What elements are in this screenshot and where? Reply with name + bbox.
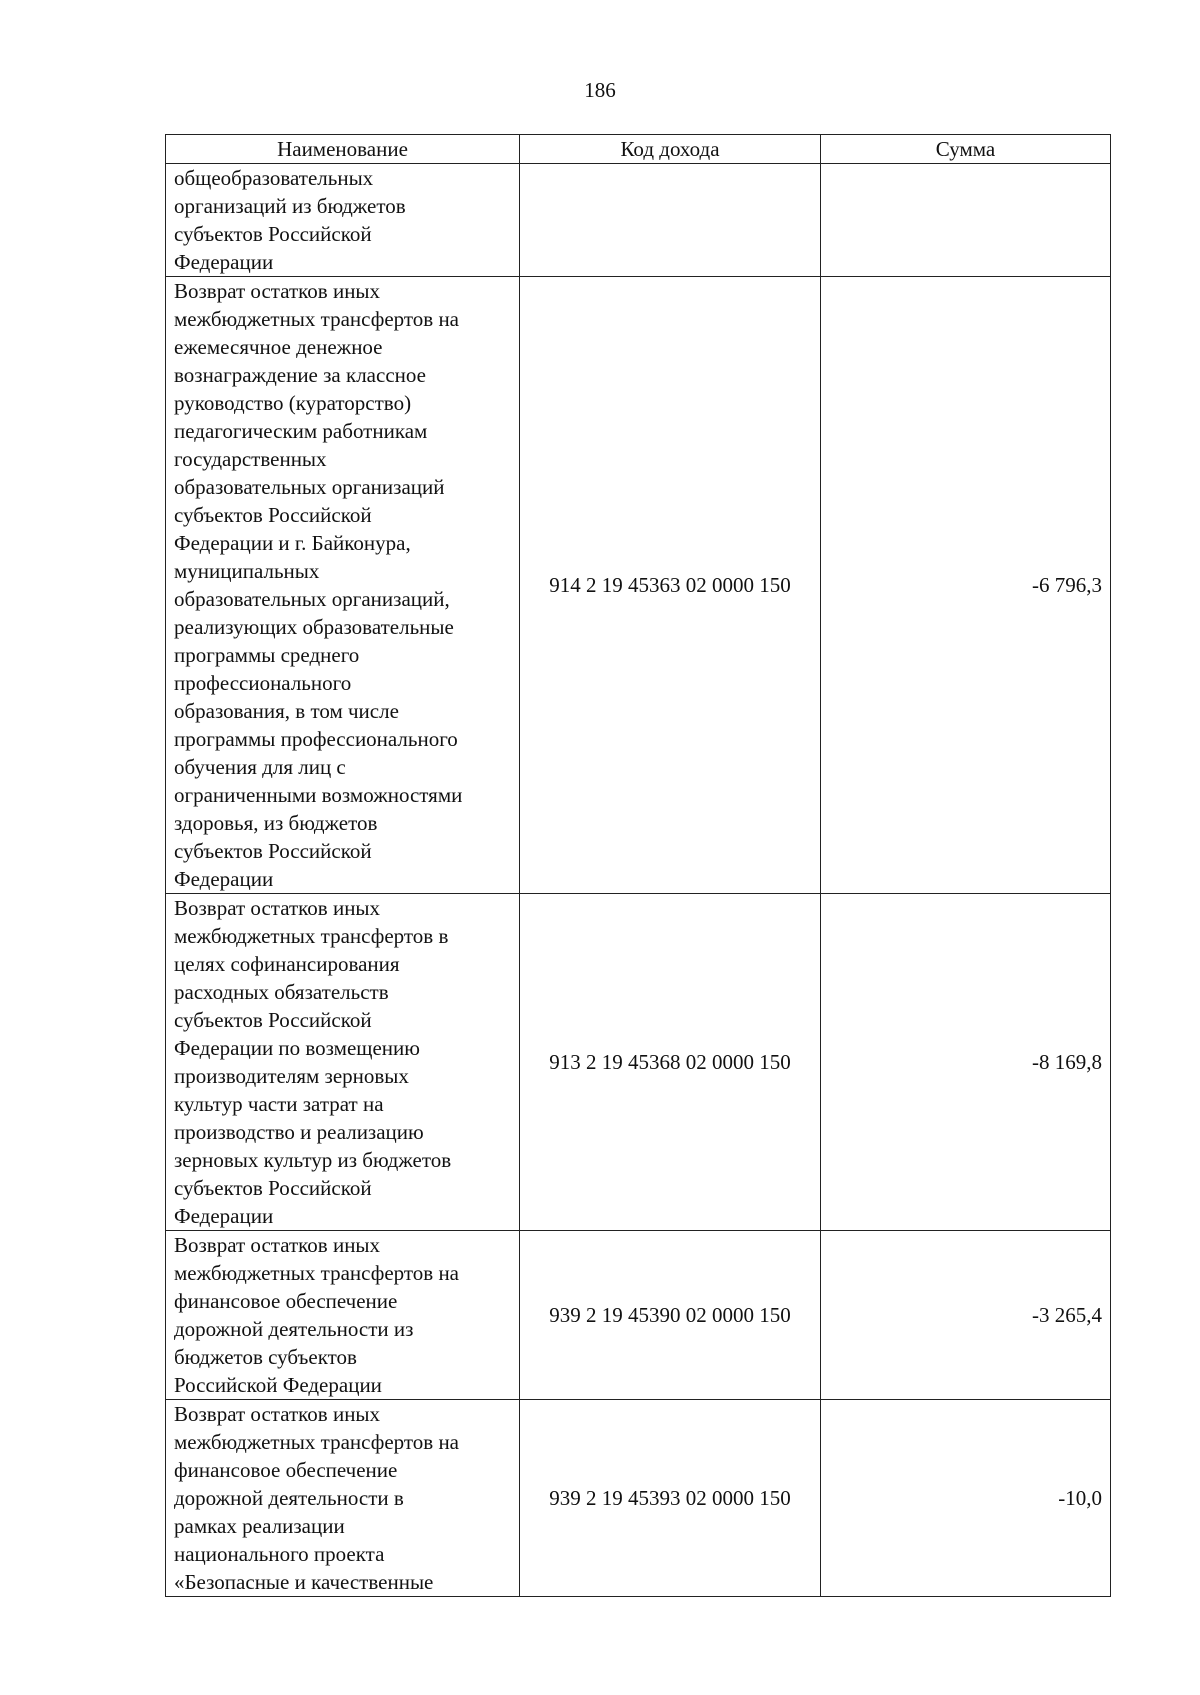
table-row bbox=[166, 164, 1111, 277]
table-row bbox=[166, 894, 1111, 1231]
revenue-table bbox=[165, 134, 1111, 1597]
page-number: 186 bbox=[584, 78, 616, 102]
row-sum: -10,0 bbox=[821, 1400, 1111, 1597]
row-name-cell bbox=[166, 1400, 520, 1597]
row-name: Возврат остатков иных межбюджетных трансфертов на финансовое обеспечение дорожной деятельности из бюджетов субъектов Российской Федерации bbox=[174, 1233, 460, 1397]
row-name-cell bbox=[166, 164, 520, 277]
row-code: 939 2 19 45390 02 0000 150 bbox=[520, 1231, 821, 1400]
row-sum: -3 265,4 bbox=[821, 1231, 1111, 1400]
row-sum: -8 169,8 bbox=[821, 894, 1111, 1231]
row-name-cell bbox=[166, 1231, 520, 1400]
row-name-cell bbox=[166, 894, 520, 1231]
table-row bbox=[166, 1231, 1111, 1400]
header-row bbox=[166, 135, 1111, 164]
row-name: Возврат остатков иных межбюджетных трансфертов в целях софинансирования расходных обязательств субъектов Российской Федерации по возмещению производителям зерновых культур части затрат на производство и реализацию зерновых культур из бюджетов субъектов Российской Федерации bbox=[174, 896, 452, 1228]
row-name: Возврат остатков иных межбюджетных трансфертов на финансовое обеспечение дорожной деятельности в рамках реализации национального проекта «Безопасные и качественные bbox=[174, 1402, 460, 1594]
header-name: Наименование bbox=[166, 135, 520, 164]
table-row bbox=[166, 1400, 1111, 1597]
row-code: 939 2 19 45393 02 0000 150 bbox=[520, 1400, 821, 1597]
row-name: общеобразовательных организаций из бюджетов субъектов Российской Федерации bbox=[174, 166, 406, 274]
row-sum: -6 796,3 bbox=[821, 277, 1111, 894]
row-code: 913 2 19 45368 02 0000 150 bbox=[520, 894, 821, 1231]
row-sum bbox=[821, 164, 1111, 277]
row-name: Возврат остатков иных межбюджетных трансфертов на ежемесячное денежное вознаграждение за классное руководство (кураторство) педагогическим работникам государственных образовательных организаций субъектов Российской Федерации и г. Байконура, муниципальных образовательных организаций, реализующих образовательные программы среднего профессионального образования, в том числе программы профессионального обучения для лиц с ограниченными возможностями здоровья, из бюджетов субъектов Российской Федерации bbox=[174, 279, 463, 891]
header-sum: Сумма bbox=[821, 135, 1111, 164]
header-code: Код дохода bbox=[520, 135, 821, 164]
row-name-cell bbox=[166, 277, 520, 894]
row-code: 914 2 19 45363 02 0000 150 bbox=[520, 277, 821, 894]
table-body bbox=[166, 164, 1111, 1597]
table-row bbox=[166, 277, 1111, 894]
table-header bbox=[166, 135, 1111, 164]
row-code bbox=[520, 164, 821, 277]
